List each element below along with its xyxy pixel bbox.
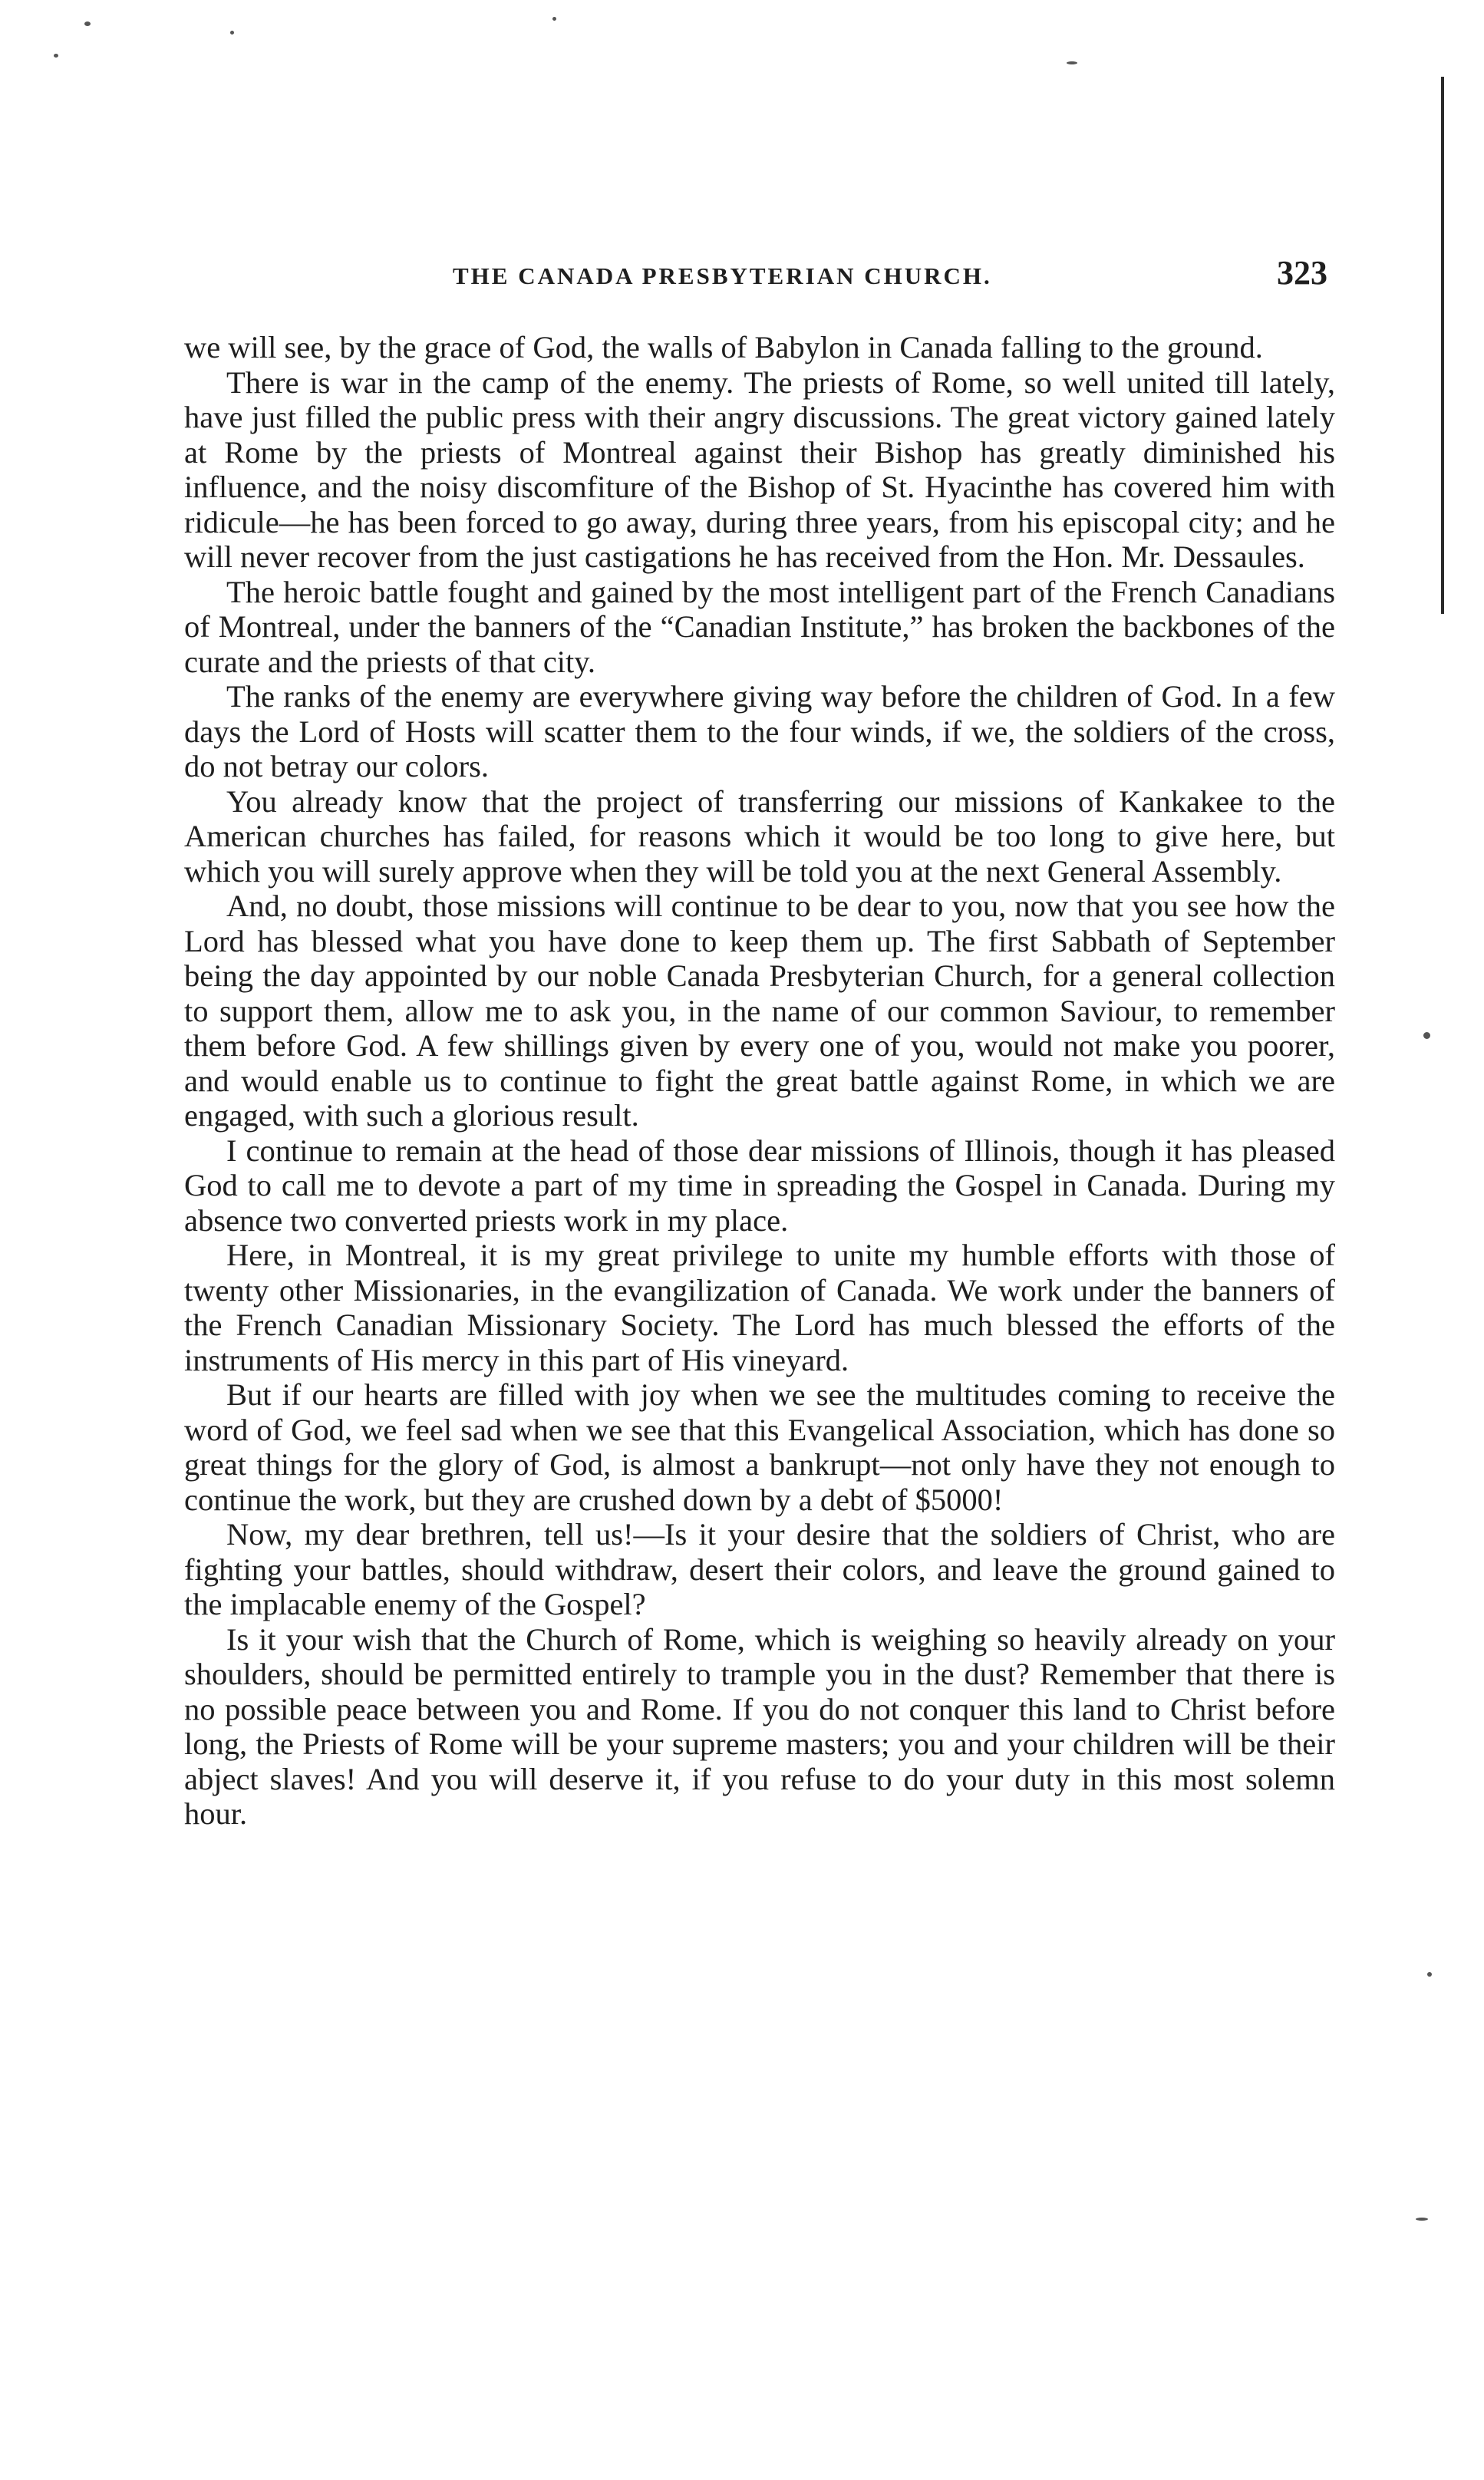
paragraph: There is war in the camp of the enemy. The priests of Rome, so well united till lately, have just filled the public press with their angry discussions. The great victory gained lately at Rome by the priests of Montreal against their Bishop has greatly diminished his influence, and the noisy discomfiture of the Bishop of St. Hyacinthe has covered him with ridicule—he has been forced to go away, during three years, from his episcopal city; and he will never recover from the just castigations he has received from the Hon. Mr. Dessaules. xyxy=(184,364,1335,574)
scan-speck xyxy=(1416,2218,1428,2221)
scan-speck xyxy=(54,54,58,58)
scan-speck xyxy=(84,21,91,26)
paragraph: The heroic battle fought and gained by the most intelligent part of the French Canadians of Montreal, under the banners of the “Canadian Institute,” has broken the backbones of the curate and the priests of that city. xyxy=(184,574,1335,679)
paragraph: Here, in Montreal, it is my great privilege to unite my humble efforts with those of twenty other Missionaries, in the evangilization of Canada. We work under the banners of the French Canadian Missionary Society. The Lord has much blessed the efforts of the instruments of His mercy in this part of His vineyard. xyxy=(184,1238,1335,1377)
paragraph: And, no doubt, those missions will continue to be dear to you, now that you see how the Lord has blessed what you have done to keep them up. The first Sabbath of September being the day appointed by our noble Canada Presbyterian Church, for a general collection to support them, allow me to ask you, in the name of our common Saviour, to remember them before God. A few shillings given by every one of you, would not make you poorer, and would enable us to continue to fight the great battle against Rome, in which we are engaged, with such a glorious result. xyxy=(184,889,1335,1133)
scan-edge-line xyxy=(1441,77,1444,614)
scan-speck xyxy=(1427,1972,1432,1977)
paragraph: I continue to remain at the head of those dear missions of Illinois, though it has pleased God to call me to devote a part of my time in spreading the Gospel in Canada. During my absence two converted priests work in my place. xyxy=(184,1133,1335,1238)
paragraph: The ranks of the enemy are everywhere giving way before the children of God. In a few days the Lord of Hosts will scatter them to the four winds, if we, the soldiers of the cross, do not betray our colors. xyxy=(184,679,1335,783)
paragraph: But if our hearts are filled with joy when we see the multitudes coming to receive the word of God, we feel sad when we see that this Evangelical Association, which has done so great things for the glory of God, is almost a bankrupt—not only have they not enough to continue the work, but they are crushed down by a debt of $5000! xyxy=(184,1377,1335,1517)
paragraph-continued: we will see, by the grace of God, the walls of Babylon in Canada falling to the ground. xyxy=(184,330,1263,364)
scan-speck xyxy=(230,31,234,35)
paragraph: Now, my dear brethren, tell us!—Is it your desire that the soldiers of Christ, who are fighting your battles, should withdraw, desert their colors, and leave the ground gained to the implacable enemy of the Gospel? xyxy=(184,1517,1335,1621)
running-title: THE CANADA PRESBYTERIAN CHURCH. xyxy=(453,262,992,289)
page-number: 323 xyxy=(1277,254,1327,292)
scan-speck xyxy=(552,17,556,21)
paragraph: Is it your wish that the Church of Rome, which is weighing so heavily already on your shoulders, should be permitted entirely to trample you in the dust? Remember that there is no possible peace between you and Rome. If you do not conquer this land to Christ before long, the Priests of Rome will be your supreme masters; you and your children will be their abject slaves! And you will deserve it, if you refuse to do your duty in this most solemn hour. xyxy=(184,1621,1335,1831)
running-head xyxy=(184,253,1327,299)
paragraph: You already know that the project of transferring our missions of Kankakee to the American churches has failed, for reasons which it would be too long to give here, but which you will surely approve when they will be told you at the next General Assembly. xyxy=(184,783,1335,889)
scan-speck xyxy=(1067,61,1077,64)
scan-speck xyxy=(1423,1032,1430,1039)
body-text xyxy=(184,330,1335,1832)
